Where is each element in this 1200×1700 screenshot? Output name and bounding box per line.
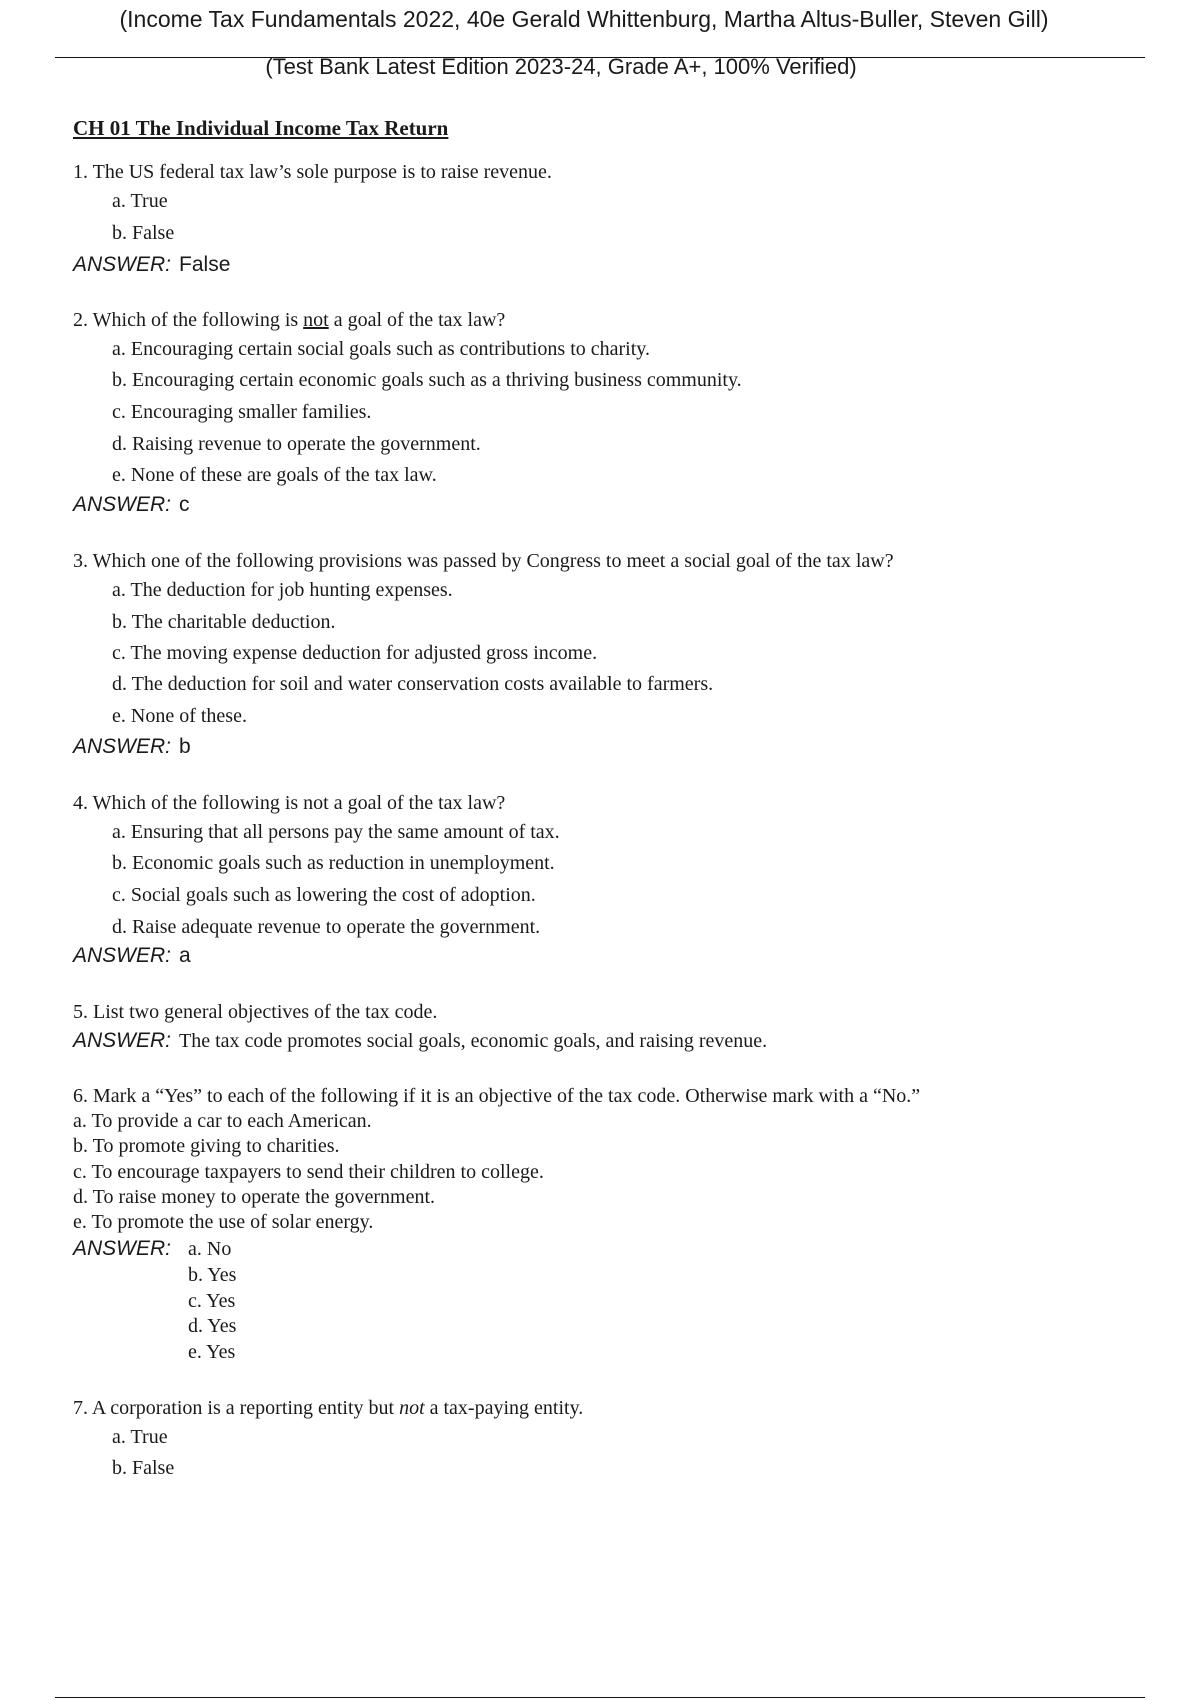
question-2-text: 2. Which of the following is not a goal of the tax law? — [73, 309, 506, 331]
question-4-option-c: c. Social goals such as lowering the cost of adoption. — [112, 884, 536, 906]
question-4-option-a: a. Ensuring that all persons pay the same amount of tax. — [112, 821, 560, 843]
answer-label: ANSWER: — [73, 1237, 172, 1260]
document-header-subtitle: (Test Bank Latest Edition 2023-24, Grade A+, 100% Verified) — [265, 54, 857, 79]
question-3-option-b: b. The charitable deduction. — [112, 611, 336, 633]
question-6-answer-d: d. Yes — [188, 1315, 237, 1337]
question-6-text: 6. Mark a “Yes” to each of the following if it is an objective of the tax code. Otherwise mark with a “No.” — [73, 1085, 921, 1107]
question-3-answer-value: b — [179, 735, 191, 758]
question-6-option-d: d. To raise money to operate the government. — [73, 1186, 436, 1208]
question-6-answer-c: c. Yes — [188, 1290, 236, 1312]
answer-label: ANSWER: — [73, 735, 172, 758]
question-1-option-a: a. True — [112, 190, 168, 212]
question-6-option-e: e. To promote the use of solar energy. — [73, 1211, 374, 1233]
answer-label: ANSWER: — [73, 944, 172, 967]
question-2-option-e: e. None of these are goals of the tax law. — [112, 464, 437, 486]
question-6-answer-a: a. No — [188, 1238, 232, 1260]
question-7-option-a: a. True — [112, 1426, 168, 1448]
chapter-title: CH 01 The Individual Income Tax Return — [73, 116, 449, 140]
question-4-answer — [73, 943, 191, 971]
question-1-answer — [73, 252, 230, 280]
question-4-answer-value: a — [179, 944, 191, 967]
question-6-option-a: a. To provide a car to each American. — [73, 1110, 372, 1132]
document-header-title: (Income Tax Fundamentals 2022, 40e Gerald Whittenburg, Martha Altus-Buller, Steven Gill) — [119, 6, 1049, 32]
question-1-text: 1. The US federal tax law’s sole purpose is to raise revenue. — [73, 161, 552, 183]
question-6-answer — [73, 1236, 171, 1264]
question-1-option-b: b. False — [112, 222, 175, 244]
question-5-answer-value: The tax code promotes social goals, economic goals, and raising revenue. — [179, 1030, 768, 1052]
question-3-option-e: e. None of these. — [112, 705, 247, 727]
question-6-option-c: c. To encourage taxpayers to send their children to college. — [73, 1161, 544, 1183]
question-4-option-b: b. Economic goals such as reduction in unemployment. — [112, 852, 555, 874]
question-2-option-b: b. Encouraging certain economic goals such as a thriving business community. — [112, 369, 742, 391]
answer-label: ANSWER: — [73, 253, 172, 276]
question-3-option-a: a. The deduction for job hunting expenses. — [112, 579, 453, 601]
question-6-answer-e: e. Yes — [188, 1341, 236, 1363]
question-5-answer — [73, 1028, 767, 1056]
question-2-option-a: a. Encouraging certain social goals such as contributions to charity. — [112, 338, 650, 360]
footer-divider — [55, 1697, 1145, 1698]
question-2-answer-value: c — [179, 493, 190, 516]
emphasis-not: not — [303, 309, 329, 331]
question-7-text: 7. A corporation is a reporting entity but not a tax-paying entity. — [73, 1397, 584, 1419]
question-6-option-b: b. To promote giving to charities. — [73, 1135, 340, 1157]
question-7-option-b: b. False — [112, 1457, 175, 1479]
question-4-text: 4. Which of the following is not a goal of the tax law? — [73, 792, 506, 814]
question-2-answer — [73, 492, 190, 520]
question-2-option-c: c. Encouraging smaller families. — [112, 401, 372, 423]
emphasis-not: not — [399, 1397, 425, 1419]
question-5-text: 5. List two general objectives of the tax code. — [73, 1001, 438, 1023]
question-4-option-d: d. Raise adequate revenue to operate the government. — [112, 916, 541, 938]
question-3-option-d: d. The deduction for soil and water conservation costs available to farmers. — [112, 673, 714, 695]
question-1-answer-value: False — [179, 253, 231, 276]
question-6-answer-b: b. Yes — [188, 1264, 237, 1286]
question-3-text: 3. Which one of the following provisions was passed by Congress to meet a social goal of the tax law? — [73, 550, 894, 572]
answer-label: ANSWER: — [73, 493, 172, 516]
question-3-answer — [73, 734, 191, 762]
answer-label: ANSWER: — [73, 1029, 172, 1052]
question-2-option-d: d. Raising revenue to operate the government. — [112, 433, 481, 455]
question-3-option-c: c. The moving expense deduction for adjusted gross income. — [112, 642, 598, 664]
